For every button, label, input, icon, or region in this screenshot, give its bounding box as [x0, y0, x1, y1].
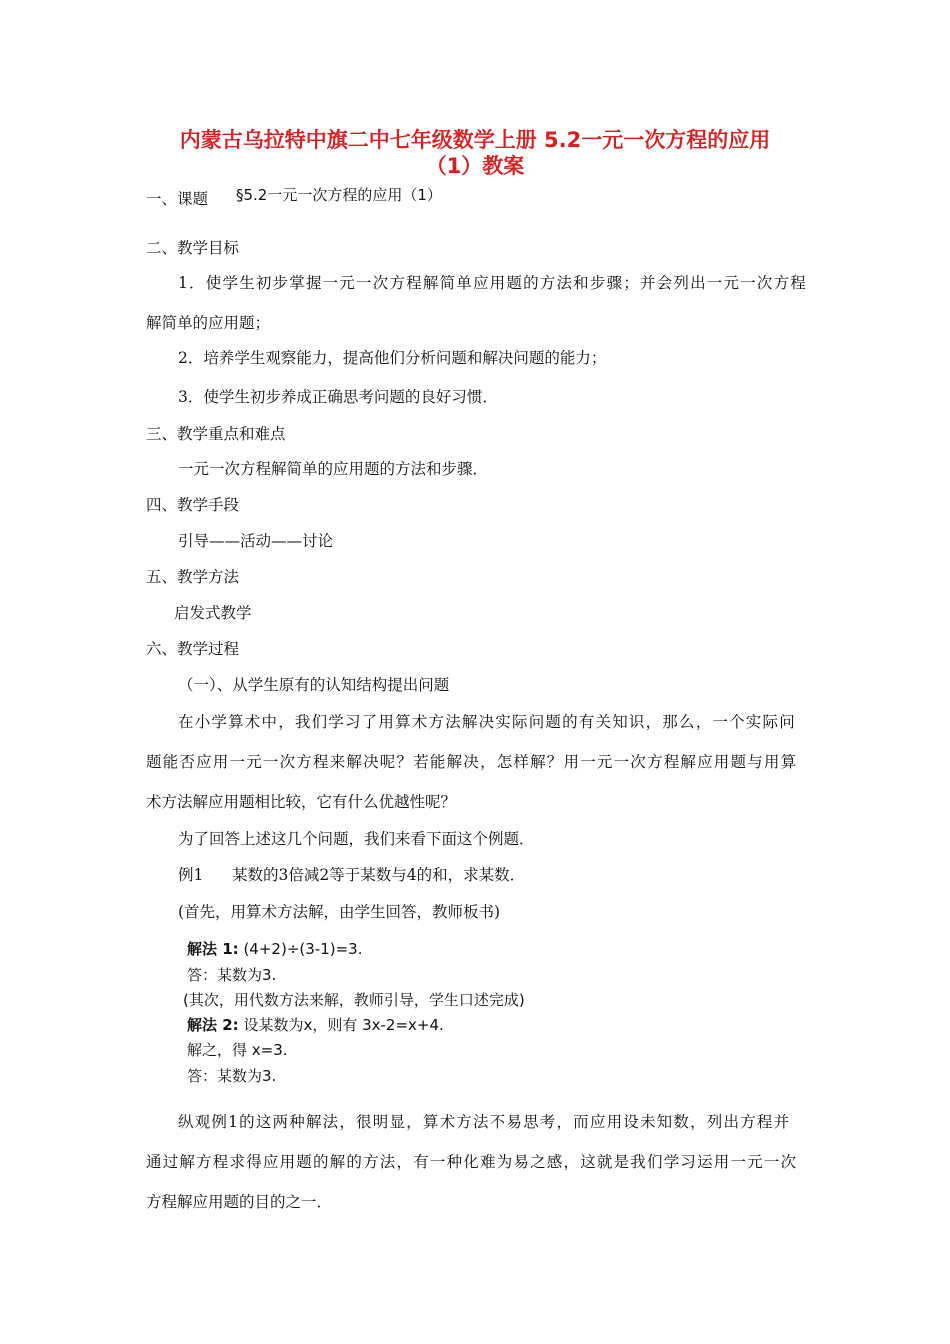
section-1-label: 一、课题 — [146, 190, 209, 208]
paragraph-1-line2: 题能否应用一元一次方程来解决呢？若能解决，怎样解？用一元一次方程解应用题与用算 — [146, 753, 798, 771]
page-title-line2: （1）教案 — [425, 154, 525, 178]
solution-1-label: 解法 1: — [187, 940, 239, 958]
example-1-label: 例1 — [178, 866, 204, 884]
solution-method-2 — [187, 1014, 444, 1035]
paragraph-1-line3: 术方法解应用题相比较，它有什么优越性呢？ — [146, 793, 457, 811]
solution-2-expression: 设某数为x，则有 3x-2=x+4. — [243, 1016, 444, 1034]
goal-3: 3．使学生初步养成正确思考问题的良好习惯． — [178, 388, 498, 406]
section-2-label: 二、教学目标 — [146, 239, 240, 257]
section-5-label: 五、教学方法 — [146, 568, 240, 586]
conclusion-line2: 通过解方程求得应用题的解的方法，有一种化难为易之感，这就是我们学习运用一元一次 — [146, 1153, 798, 1171]
page-title-line1: 内蒙古乌拉特中旗二中七年级数学上册 5.2一元一次方程的应用 — [179, 128, 771, 152]
conclusion-line1: 纵观例1的这两种解法，很明显，算术方法不易思考，而应用设未知数，列出方程并 — [178, 1113, 791, 1131]
goal-1-line1: 1．使学生初步掌握一元一次方程解简单应用题的方法和步骤；并会列出一元一次方程 — [178, 274, 807, 292]
solution-2-note: (其次，用代数方法来解，教师引导，学生口述完成) — [183, 991, 525, 1009]
section-4-label: 四、教学手段 — [146, 496, 240, 514]
section-3-label: 三、教学重点和难点 — [146, 425, 286, 443]
section-5-text: 启发式教学 — [174, 604, 252, 622]
section-6-subheading: （一）、从学生原有的认知结构提出问题 — [178, 676, 450, 694]
solution-method-1 — [187, 938, 362, 959]
section-1-value: §5.2一元一次方程的应用（1） — [236, 186, 442, 204]
solution-1-answer: 答：某数为3. — [187, 966, 277, 984]
paragraph-1-line1: 在小学算术中，我们学习了用算术方法解决实际问题的有关知识，那么，一个实际问 — [178, 713, 796, 731]
solution-1-expression: (4+2)÷(3-1)=3. — [243, 940, 363, 958]
paragraph-2: 为了回答上述这几个问题，我们来看下面这个例题． — [178, 830, 535, 848]
solution-2-solve: 解之，得 x=3. — [187, 1041, 288, 1059]
example-1-text: 某数的3倍减2等于某数与4的和，求某数． — [232, 866, 526, 884]
conclusion-line3: 方程解应用题的目的之一． — [146, 1193, 333, 1211]
section-4-text: 引导——活动——讨论 — [178, 532, 334, 550]
section-6-label: 六、教学过程 — [146, 640, 240, 658]
goal-2: 2．培养学生观察能力，提高他们分析问题和解决问题的能力； — [178, 349, 607, 367]
solution-2-answer: 答：某数为3. — [187, 1067, 277, 1085]
method-note: (首先，用算术方法解，由学生回答，教师板书) — [178, 903, 501, 921]
goal-1-line2: 解简单的应用题； — [146, 314, 271, 332]
section-3-text: 一元一次方程解简单的应用题的方法和步骤． — [178, 460, 489, 478]
solution-2-label: 解法 2: — [187, 1016, 239, 1034]
